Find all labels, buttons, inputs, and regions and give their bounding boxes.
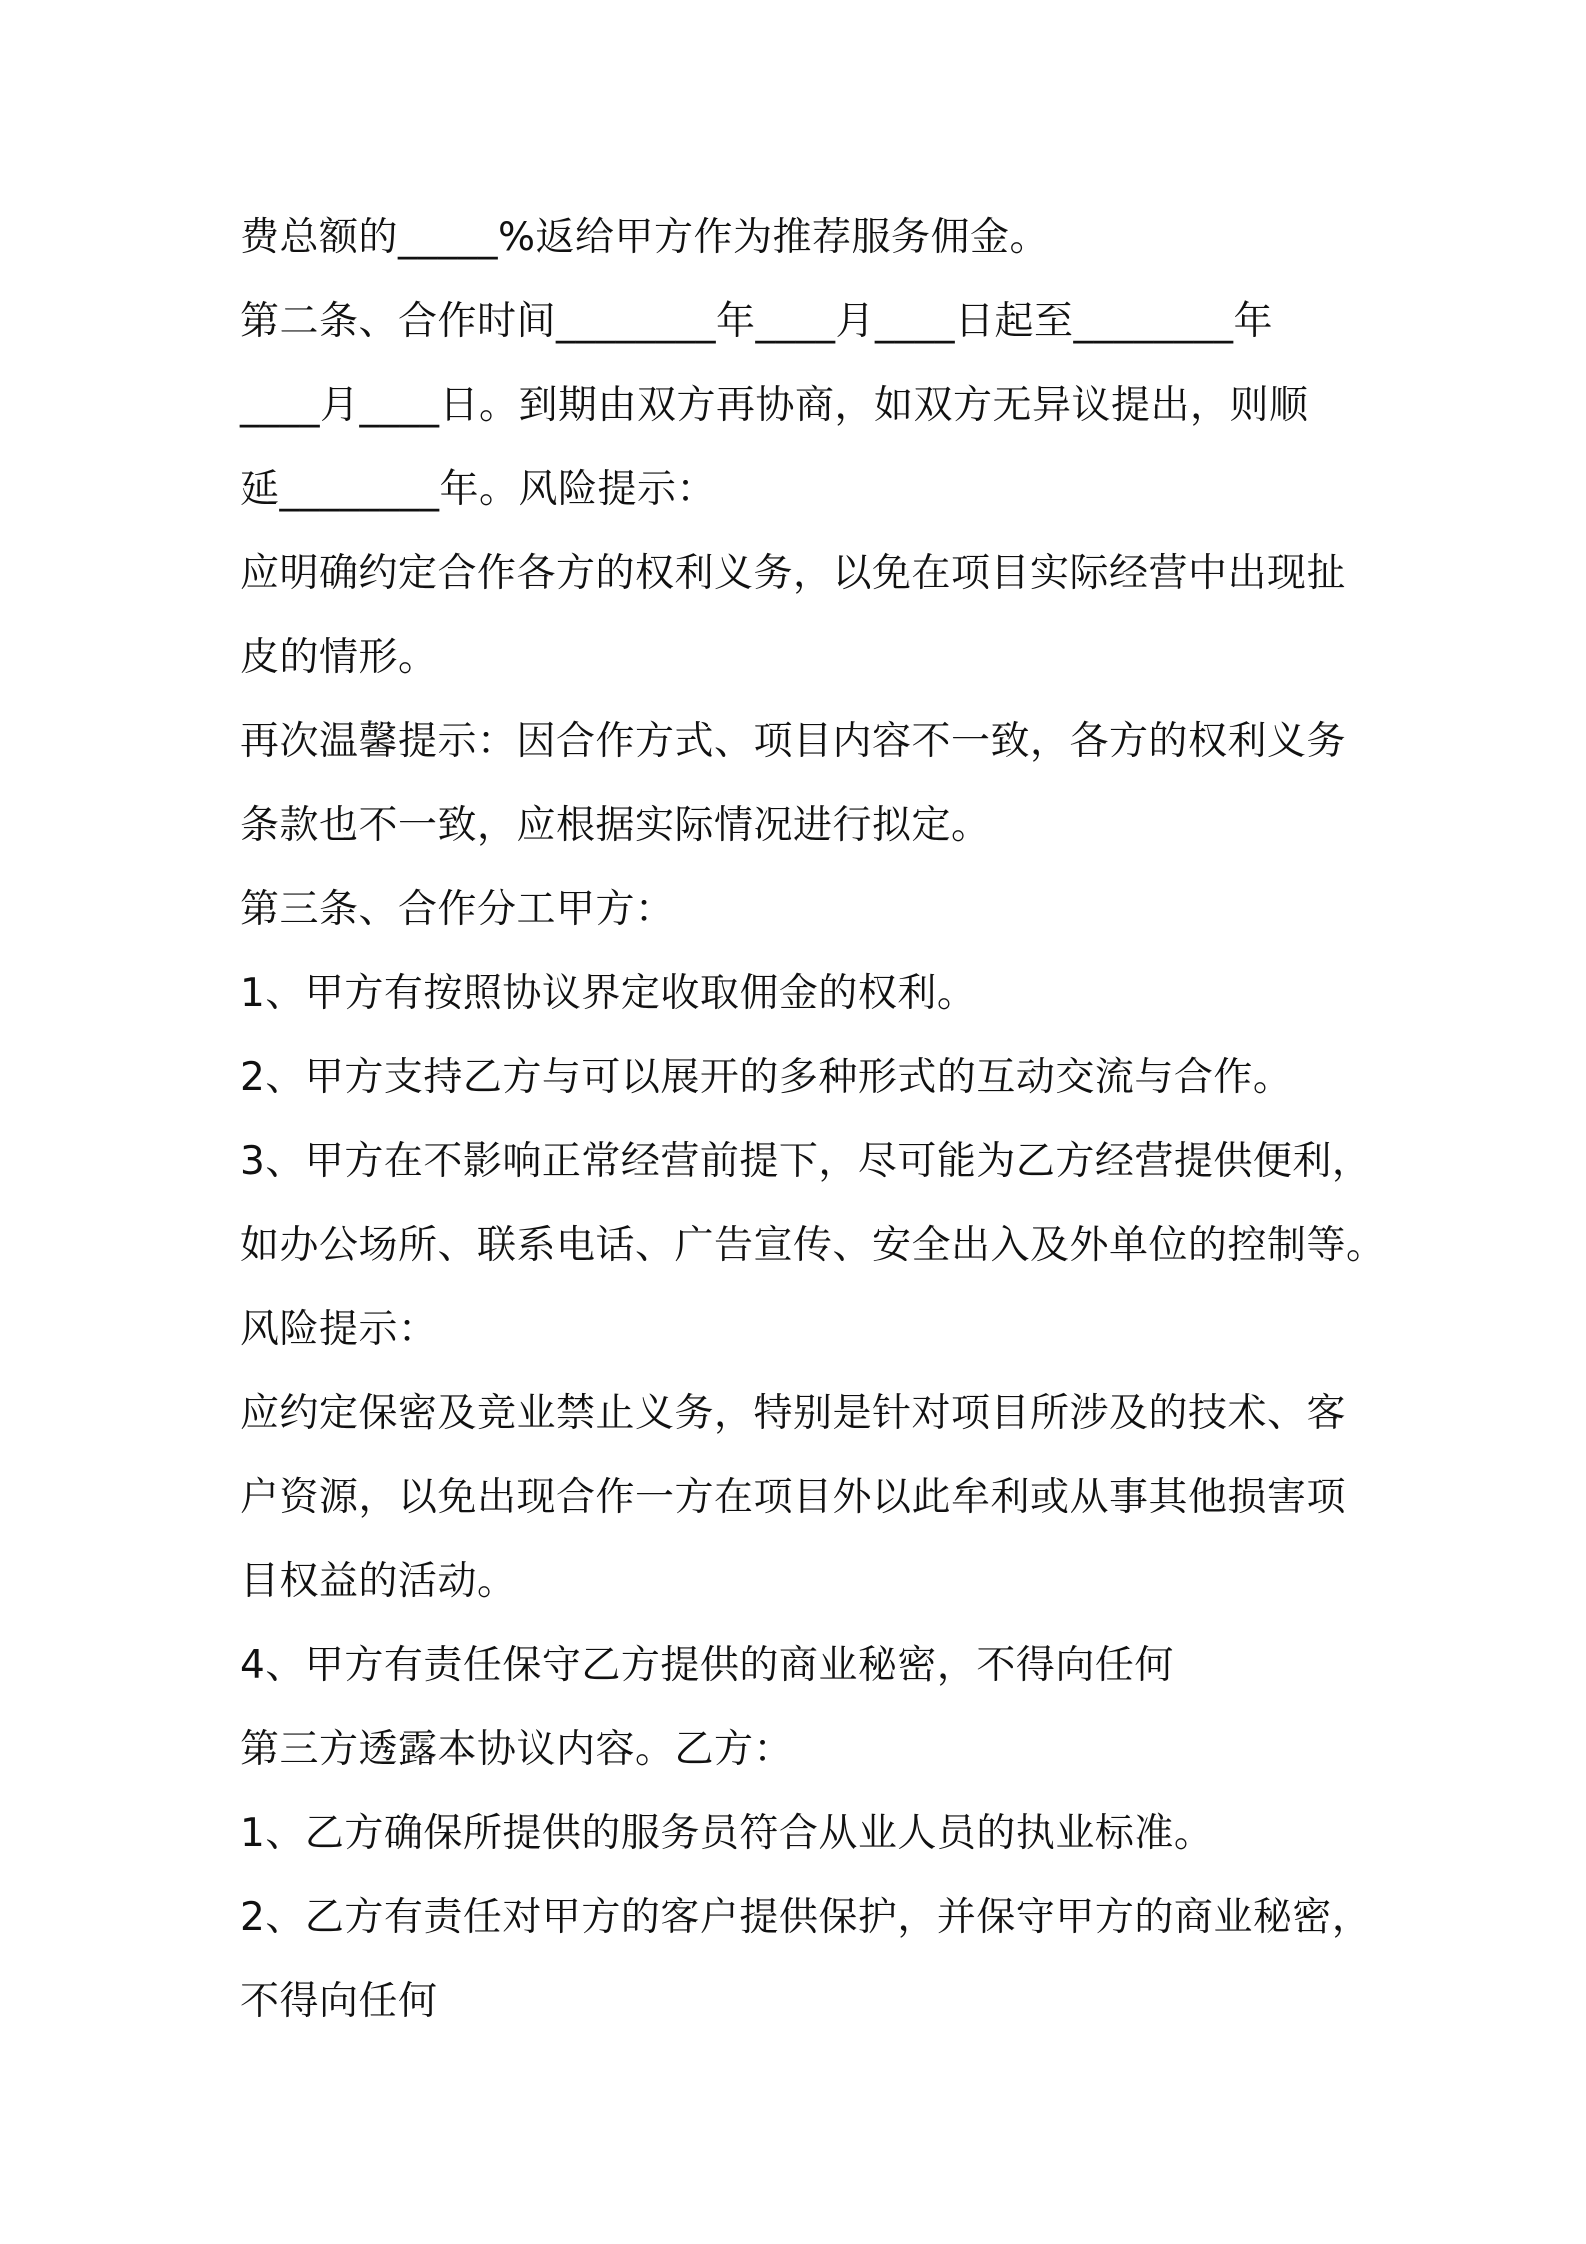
- text-line: 风险提示：: [240, 1307, 438, 1352]
- text-line: 如办公场所、联系电话、广告宣传、安全出入及外单位的控制等。: [240, 1223, 1386, 1268]
- text-line: 第三条、合作分工甲方：: [240, 887, 675, 932]
- text-line: 3、甲方在不影响正常经营前提下，尽可能为乙方经营提供便利，: [240, 1139, 1372, 1184]
- text-line: 1、乙方确保所提供的服务员符合从业人员的执业标准。: [240, 1811, 1214, 1856]
- text-line: 2、甲方支持乙方与可以展开的多种形式的互动交流与合作。: [240, 1055, 1293, 1100]
- text-line: 不得向任何: [240, 1979, 438, 2024]
- text-line: 户资源，以免出现合作一方在项目外以此牟利或从事其他损害项: [240, 1475, 1347, 1520]
- text-line: 2、乙方有责任对甲方的客户提供保护，并保守甲方的商业秘密，: [240, 1895, 1372, 1940]
- text-line: 目权益的活动。: [240, 1559, 517, 1604]
- text-line: 4、甲方有责任保守乙方提供的商业秘密，不得向任何: [240, 1643, 1174, 1688]
- text-line: 再次温馨提示：因合作方式、项目内容不一致，各方的权利义务: [240, 719, 1347, 764]
- text-line: 应明确约定合作各方的权利义务，以免在项目实际经营中出现扯: [240, 551, 1347, 596]
- text-line: 费总额的_____%返给甲方作为推荐服务佣金。: [240, 215, 1050, 260]
- text-line: 条款也不一致，应根据实际情况进行拟定。: [240, 803, 991, 848]
- text-line: 延________年。风险提示：: [240, 467, 717, 512]
- text-line: 1、甲方有按照协议界定收取佣金的权利。: [240, 971, 977, 1016]
- document-body: [240, 196, 1386, 2044]
- text-line: 应约定保密及竞业禁止义务，特别是针对项目所涉及的技术、客: [240, 1391, 1347, 1436]
- text-line: 第二条、合作时间________年____月____日起至________年: [240, 299, 1274, 344]
- text-line: 第三方透露本协议内容。乙方：: [240, 1727, 794, 1772]
- text-line: ____月____日。到期由双方再协商，如双方无异议提出，则顺: [240, 383, 1309, 428]
- text-line: 皮的情形。: [240, 635, 438, 680]
